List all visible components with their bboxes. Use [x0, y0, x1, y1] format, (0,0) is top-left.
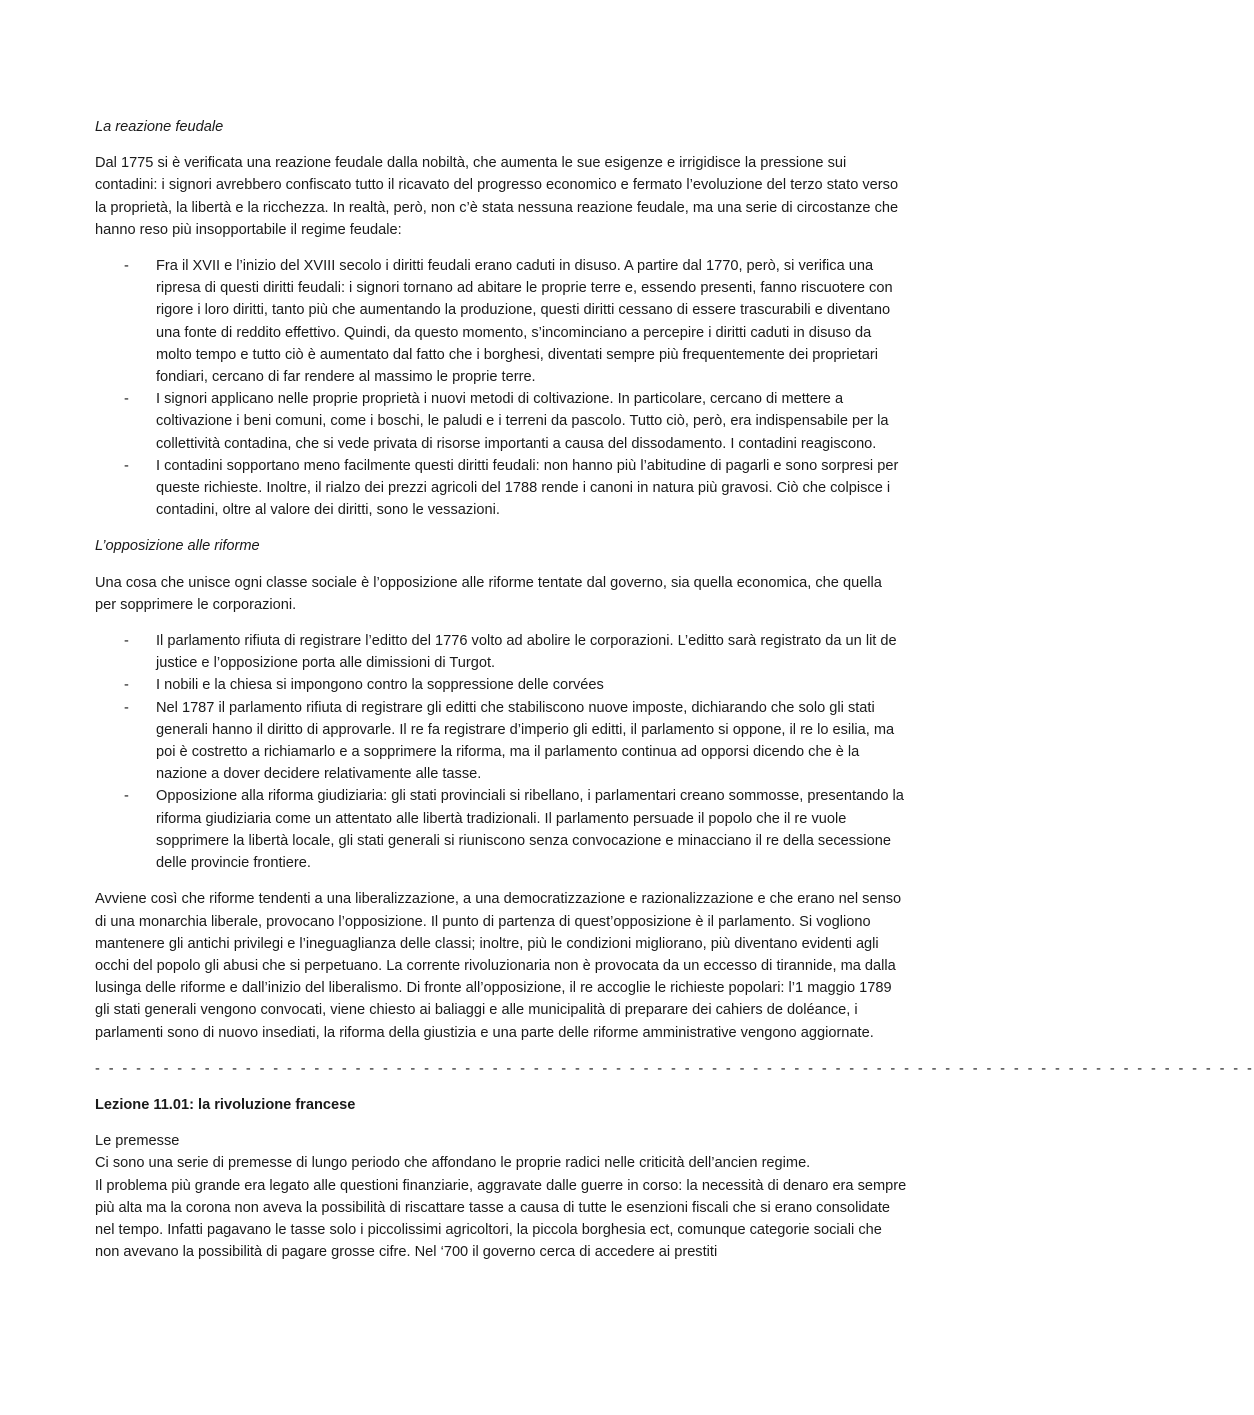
list-item [95, 697, 907, 786]
dash-bullet: - [124, 391, 129, 408]
lesson-title: Lezione 11.01: la rivoluzione francese [95, 1096, 356, 1113]
list-item [95, 455, 907, 522]
list-item-text: Il parlamento rifiuta di registrare l’editto del 1776 volto ad abolire le corporazioni. L’editto sarà registrato da un lit de justice e l’opposizione porta alle dimissioni di Turgot. [156, 633, 897, 672]
feudal-intro-paragraph: Dal 1775 si è verificata una reazione feudale dalla nobiltà, che aumenta le sue esigenze e irrigidisce la pressione sui contadini: i signori avrebbero confiscato tutto il ricavato del progresso economico e fermato l’evoluzione del terzo stato verso la proprietà, la libertà e la ricchezza. In realtà, però, non c’è stata nessuna reazione feudale, ma una serie di circostanze che hanno reso più insopportabile il regime feudale: [95, 155, 899, 238]
dashed-separator: - - - - - - - - - - - - - - - - - - - - - - - - - - - - - - - - - - - - - - - - - - - - - - - - - - - - - - - - - - - - - - - - - - - - - - - - - - - - - - - - - - - - - [95, 1060, 1254, 1077]
lesson-subtitle: Le premesse [95, 1133, 180, 1150]
list-item-text: I nobili e la chiesa si impongono contro la soppressione delle corvées [156, 677, 604, 694]
lesson-paragraph: Il problema più grande era legato alle questioni finanziarie, aggravate dalle guerre in corso: la necessità di denaro era sempre più alta ma la corona non aveva la possibilità di riscattare tasse a causa di tutte le esenzioni fiscali che si erano consolidate nel tempo. Infatti pagavano le tasse solo i piccolissimi agricoltori, la piccola borghesia ect, comunque categorie sociali che non avevano la possibilità di pagare grosse cifre. Nel ‘700 il governo cerca di accedere ai prestiti [95, 1177, 907, 1261]
opposition-intro-paragraph: Una cosa che unisce ogni classe sociale è l’opposizione alle riforme tentate dal governo, sia quella economica, che quella per sopprimere le corporazioni. [95, 574, 882, 613]
dash-bullet: - [124, 258, 129, 275]
list-item [95, 674, 907, 696]
opposition-conclusion-paragraph: Avviene così che riforme tendenti a una liberalizzazione, a una democratizzazione e razionalizzazione e che erano nel senso di una monarchia liberale, provocano l’opposizione. Il punto di partenza di quest’opposizione è il parlamento. Si vogliono mantenere gli antichi privilegi e l’ineguaglianza delle classi; inoltre, più le condizioni migliorano, più diventano evidenti agli occhi del popolo gli abusi che si perpetuano. La corrente rivoluzionaria non è provocata da un eccesso di tirannide, ma dalla lusinga delle riforme e dall’inizio del liberalismo. Di fronte all’opposizione, il re accoglie le richieste popolari: l’1 maggio 1789 gli stati generali vengono convocati, viene chiesto ai baliaggi e alle municipalità di preparare dei cahiers de doléance, i parlamenti sono di nuovo insediati, la riforma della giustizia e una parte delle riforme amministrative vengono aggiornate. [95, 891, 902, 1041]
dash-bullet: - [124, 457, 129, 474]
list-item-text: Fra il XVII e l’inizio del XVIII secolo i diritti feudali erano caduti in disuso. A partire dal 1770, però, si verifica una ripresa di questi diritti feudali: i signori tornano ad abitare le proprie terre e, essendo presenti, fanno riscuotere con rigore i loro diritti, tanto più che aumentando la produzione, questi diritti cessano di essere trascurabili e diventano una fonte di reddito effettivo. Quindi, da questo momento, s’incominciano a percepire i diritti caduti in disuso da molto tempo e tutto ciò è aumentato dal fatto che i borghesi, diventati sempre più frequentemente dei proprietari fondiari, cercano di far rendere al massimo le proprie terre. [156, 258, 893, 386]
dash-bullet: - [124, 633, 129, 650]
opposition-bullet-list [95, 630, 907, 874]
list-item-text: I contadini sopportano meno facilmente questi diritti feudali: non hanno più l’abitudine di pagarli e sono sorpresi per queste richieste. Inoltre, il rialzo dei prezzi agricoli del 1788 rende i canoni in natura più gravosi. Ciò che colpisce i contadini, oltre al valore dei diritti, sono le vessazioni. [156, 457, 899, 519]
list-item [95, 785, 907, 874]
lesson-first-line: Ci sono una serie di premesse di lungo periodo che affondano le proprie radici nelle criticità dell’ancien regime. [95, 1155, 811, 1172]
dash-bullet: - [124, 788, 129, 805]
list-item [95, 630, 907, 674]
list-item [95, 388, 907, 455]
list-item-text: Opposizione alla riforma giudiziaria: gli stati provinciali si ribellano, i parlamentari creano sommosse, presentando la riforma giudiziaria come un attentato alle libertà tradizionali. Il parlamento persuade il popolo che il re vuole sopprimere la libertà locale, gli stati generali si riuniscono senza convocazione e minacciano il re della secessione delle provincie frontiere. [156, 788, 904, 872]
dash-bullet: - [124, 677, 129, 694]
feudal-bullet-list [95, 255, 907, 521]
list-item-text: Nel 1787 il parlamento rifiuta di registrare gli editti che stabiliscono nuove imposte, dichiarando che solo gli stati generali hanno il diritto di approvarle. Il re fa registrare d’imperio gli editti, il parlamento si oppone, il re lo esilia, ma poi è costretto a richiamarlo e a sopprimere la riforma, ma il parlamento continua ad opporsi dicendo che è la nazione a dover decidere relativamente alle tasse. [156, 699, 895, 783]
list-item [95, 255, 907, 388]
dash-bullet: - [124, 699, 129, 716]
section-title-feudal-reaction: La reazione feudale [95, 119, 224, 135]
list-item-text: I signori applicano nelle proprie proprietà i nuovi metodi di coltivazione. In particolare, cercano di mettere a coltivazione i beni comuni, come i boschi, le paludi e i terreni da pascolo. Tutto ciò, però, era indispensabile per la collettività contadina, che si vede privata di risorse importanti a causa del dissodamento. I contadini reagiscono. [156, 391, 889, 452]
document-page [95, 116, 1254, 1263]
section-title-opposition: L’opposizione alle riforme [95, 538, 260, 555]
